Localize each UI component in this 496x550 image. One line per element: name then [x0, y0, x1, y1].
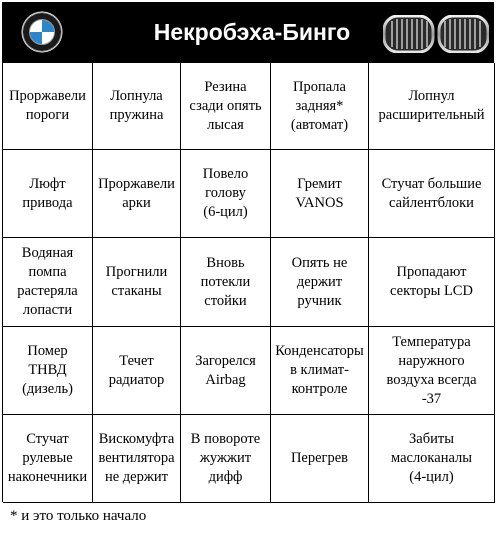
- bingo-grid: [2, 62, 494, 502]
- bingo-cell: Опять не держит ручник: [271, 238, 369, 327]
- bingo-cell: Забиты маслоканалы (4-цил): [369, 415, 495, 503]
- bingo-cell: Течет радиатор: [93, 327, 181, 415]
- bingo-cell: Водяная помпа растеряла лопасти: [3, 238, 93, 327]
- page-title: Некробэха-Бинго: [153, 19, 351, 45]
- bingo-cell: Повело голову (6-цил): [181, 150, 271, 238]
- bingo-cell: Резина сзади опять лысая: [181, 63, 271, 150]
- bingo-cell: Перегрев: [271, 415, 369, 503]
- bingo-cell: Гремит VANOS: [271, 150, 369, 238]
- bingo-cell: Проржавели пороги: [3, 63, 93, 150]
- kidney-grille-icon: [383, 15, 489, 53]
- bingo-cell: Проржавели арки: [93, 150, 181, 238]
- bingo-cell: В повороте жужжит дифф: [181, 415, 271, 503]
- bingo-cell: Конденсаторы в климат- контроле: [271, 327, 369, 415]
- footnote: * и это только начало: [10, 508, 147, 524]
- bingo-cell: Лопнул расширительный: [369, 63, 495, 150]
- bingo-cell: Вискомуфта вентилятора не держит: [93, 415, 181, 503]
- header-banner: [2, 2, 494, 62]
- bingo-cell: Пропала задняя* (автомат): [271, 63, 369, 150]
- bingo-cell: Люфт привода: [3, 150, 93, 238]
- bingo-cell: Помер ТНВД (дизель): [3, 327, 93, 415]
- bingo-cell: Прогнили стаканы: [93, 238, 181, 327]
- bingo-cell: Вновь потекли стойки: [181, 238, 271, 327]
- bingo-cell: Загорелся Airbag: [181, 327, 271, 415]
- bingo-cell: Стучат большие сайлентблоки: [369, 150, 495, 238]
- bingo-cell: Стучат рулевые наконечники: [3, 415, 93, 503]
- bmw-roundel-icon: [21, 11, 63, 53]
- bingo-cell: Температура наружного воздуха всегда -37: [369, 327, 495, 415]
- bingo-cell: Лопнула пружина: [93, 63, 181, 150]
- bingo-cell: Пропадают секторы LCD: [369, 238, 495, 327]
